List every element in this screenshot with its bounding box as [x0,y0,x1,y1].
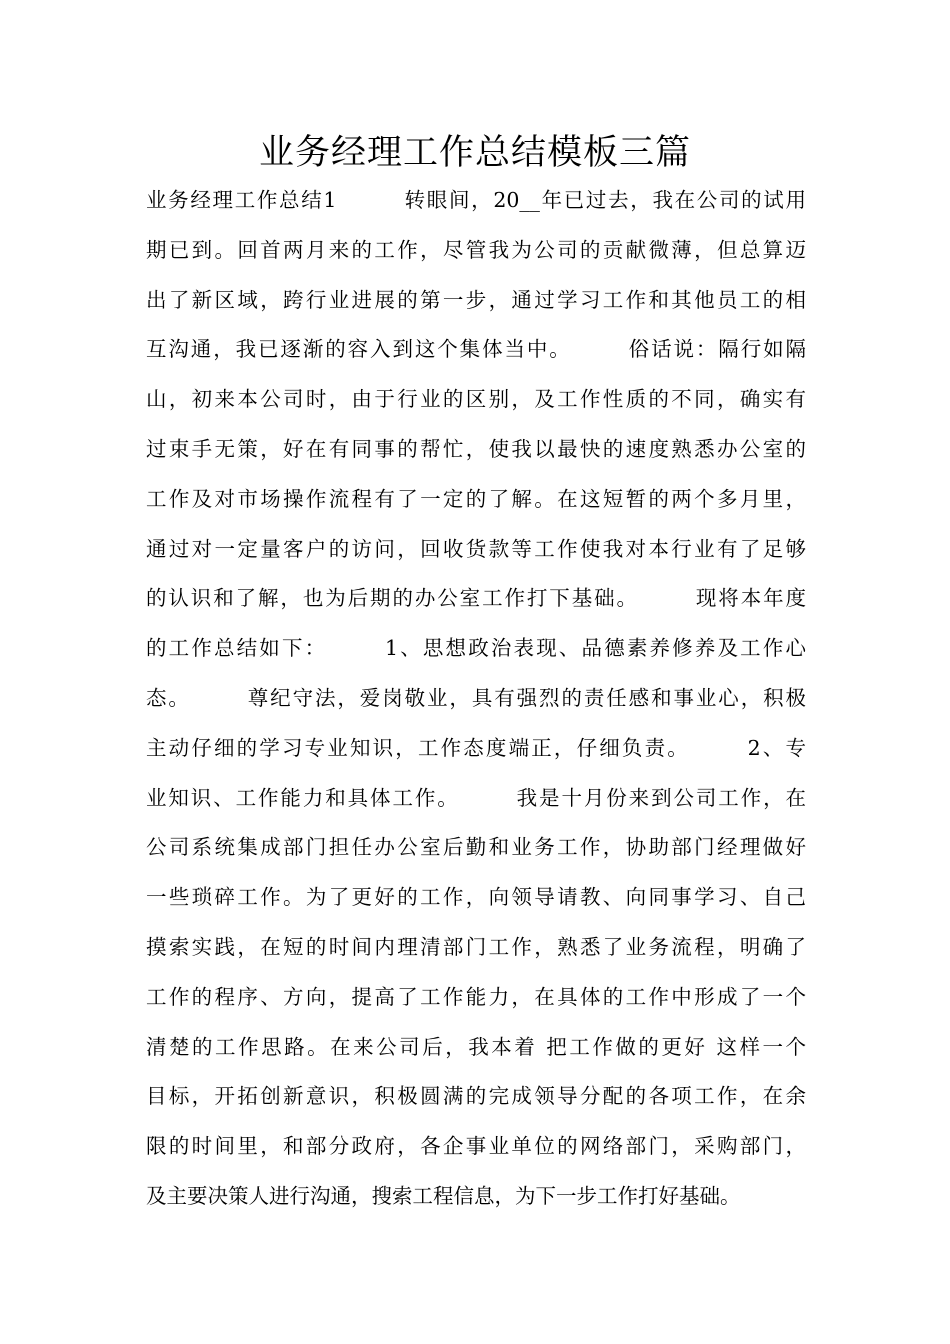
body-line: 通过对一定量客户的访问，回收货款等工作使我对本行业有了足够 [146,536,806,561]
body-line: 公司系统集成部门担任办公室后勤和业务工作，协助部门经理做好 [146,835,806,860]
body-line: 期已到。回首两月来的工作，尽管我为公司的贡献微薄，但总算迈 [146,237,806,262]
document-body [146,176,806,1222]
body-line: 山，初来本公司时，由于行业的区别，及工作性质的不同，确实有 [146,387,806,412]
body-line: 清楚的工作思路。在来公司后，我本着 把工作做的更好 这样一个 [146,1034,806,1059]
body-line: 过束手无策，好在有同事的帮忙，使我以最快的速度熟悉办公室的 [146,436,806,461]
body-line: 目标，开拓创新意识，积极圆满的完成领导分配的各项工作，在余 [146,1084,806,1109]
body-line: 工作及对市场操作流程有了一定的了解。在这短暂的两个多月里， [146,486,806,511]
body-line: 摸索实践，在短的时间内理清部门工作，熟悉了业务流程，明确了 [146,934,806,959]
body-line: 一些琐碎工作。为了更好的工作，向领导请教、向同事学习、自己 [146,885,806,910]
body-line: 主动仔细的学习专业知识，工作态度端正，仔细负责。 2、专 [146,735,806,760]
body-line: 业务经理工作总结1 转眼间，20__年已过去，我在公司的试用 [146,188,806,212]
body-line: 工作的程序、方向，提高了工作能力，在具体的工作中形成了一个 [146,984,806,1009]
body-line: 及主要决策人进行沟通，搜索工程信息，为下一步工作打好基础。 [146,1183,741,1208]
body-line: 的工作总结如下： 1、思想政治表现、品德素养修养及工作心 [146,636,806,661]
body-line: 的认识和了解，也为后期的办公室工作打下基础。 现将本年度 [146,586,806,611]
body-line: 互沟通，我已逐渐的容入到这个集体当中。 俗话说：隔行如隔 [146,337,806,362]
body-line: 限的时间里，和部分政府，各企事业单位的网络部门，采购部门， [146,1134,806,1159]
document-title: 业务经理工作总结模板三篇 [258,133,691,173]
body-line: 出了新区域，跨行业进展的第一步，通过学习工作和其他员工的相 [146,287,806,312]
body-line: 业知识、工作能力和具体工作。 我是十月份来到公司工作，在 [146,785,806,810]
body-line: 态。 尊纪守法，爱岗敬业，具有强烈的责任感和事业心，积极 [146,685,806,710]
